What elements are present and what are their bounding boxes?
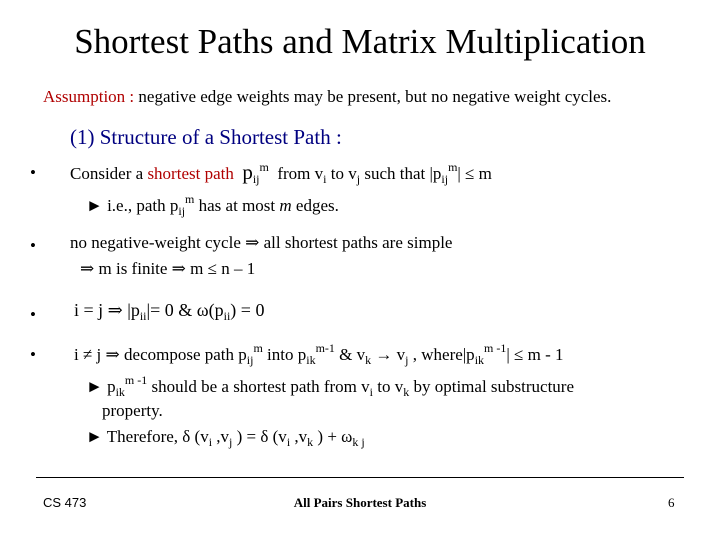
assumption-label: Assumption : bbox=[43, 87, 135, 106]
assumption-text: negative edge weights may be present, but no negative weight cycles. bbox=[134, 87, 612, 106]
bullet-4-line-3: property. bbox=[102, 401, 163, 420]
bullet-1-line-1: Consider a shortest path $p_{ij}^m$ from $v_i$ to $v_j$ such that $|p_{ij}^m| \le m$ bbox=[70, 160, 492, 186]
footer-topic: All Pairs Shortest Paths bbox=[293, 495, 427, 510]
bullet-4-line-2: ► $p_{ik}^{m -1}$ should be a shortest path from $v_i$ to $v_k$ by optimal substructure bbox=[86, 373, 575, 399]
page-title: Shortest Paths and Matrix Multiplication bbox=[74, 22, 646, 61]
bullet-3-line: i = j ⇒ $|p_{ii}|= 0$ & $\omega(p_{ii}) = 0$ bbox=[74, 300, 265, 323]
bullet-2-line-1: no negative-weight cycle ⇒ all shortest paths are simple bbox=[70, 233, 453, 252]
footer-divider bbox=[36, 477, 684, 478]
bullet-3-marker: • bbox=[30, 305, 36, 324]
footer-page-number: 6 bbox=[668, 495, 675, 510]
bullet-2-marker: • bbox=[30, 236, 36, 255]
bullet-2-line-2: ⇒ m is finite ⇒ m ≤ n – 1 bbox=[80, 259, 256, 278]
bullet-4-line-4: ► Therefore, δ ($v_i$ $,v_j$ ) = δ ($v_i$ $,v_k$ ) + $\omega_{k j}$ bbox=[86, 427, 365, 449]
footer-course: CS 473 bbox=[43, 495, 87, 510]
section-heading: (1) Structure of a Shortest Path : bbox=[70, 125, 342, 149]
bullet-1-line-2: ► i.e., path $p_{ij}^m$ has at most m edges. bbox=[86, 192, 339, 218]
p-symbol: p bbox=[242, 160, 253, 184]
bullet-1-marker: • bbox=[30, 163, 36, 182]
shortest-path-term: shortest path bbox=[147, 164, 234, 183]
assumption-line bbox=[43, 87, 611, 107]
bullet-4-line-1: i ≠ j ⇒ decompose path $p_{ij}^m$ into $p_{ik}^{m-1}$ & $v_k \to v_j$ , $where|p_{ik}^{m -1}| \le m - 1$ bbox=[74, 341, 564, 367]
bullet-4-marker: • bbox=[30, 345, 36, 364]
consider-text: Consider a bbox=[70, 164, 148, 183]
